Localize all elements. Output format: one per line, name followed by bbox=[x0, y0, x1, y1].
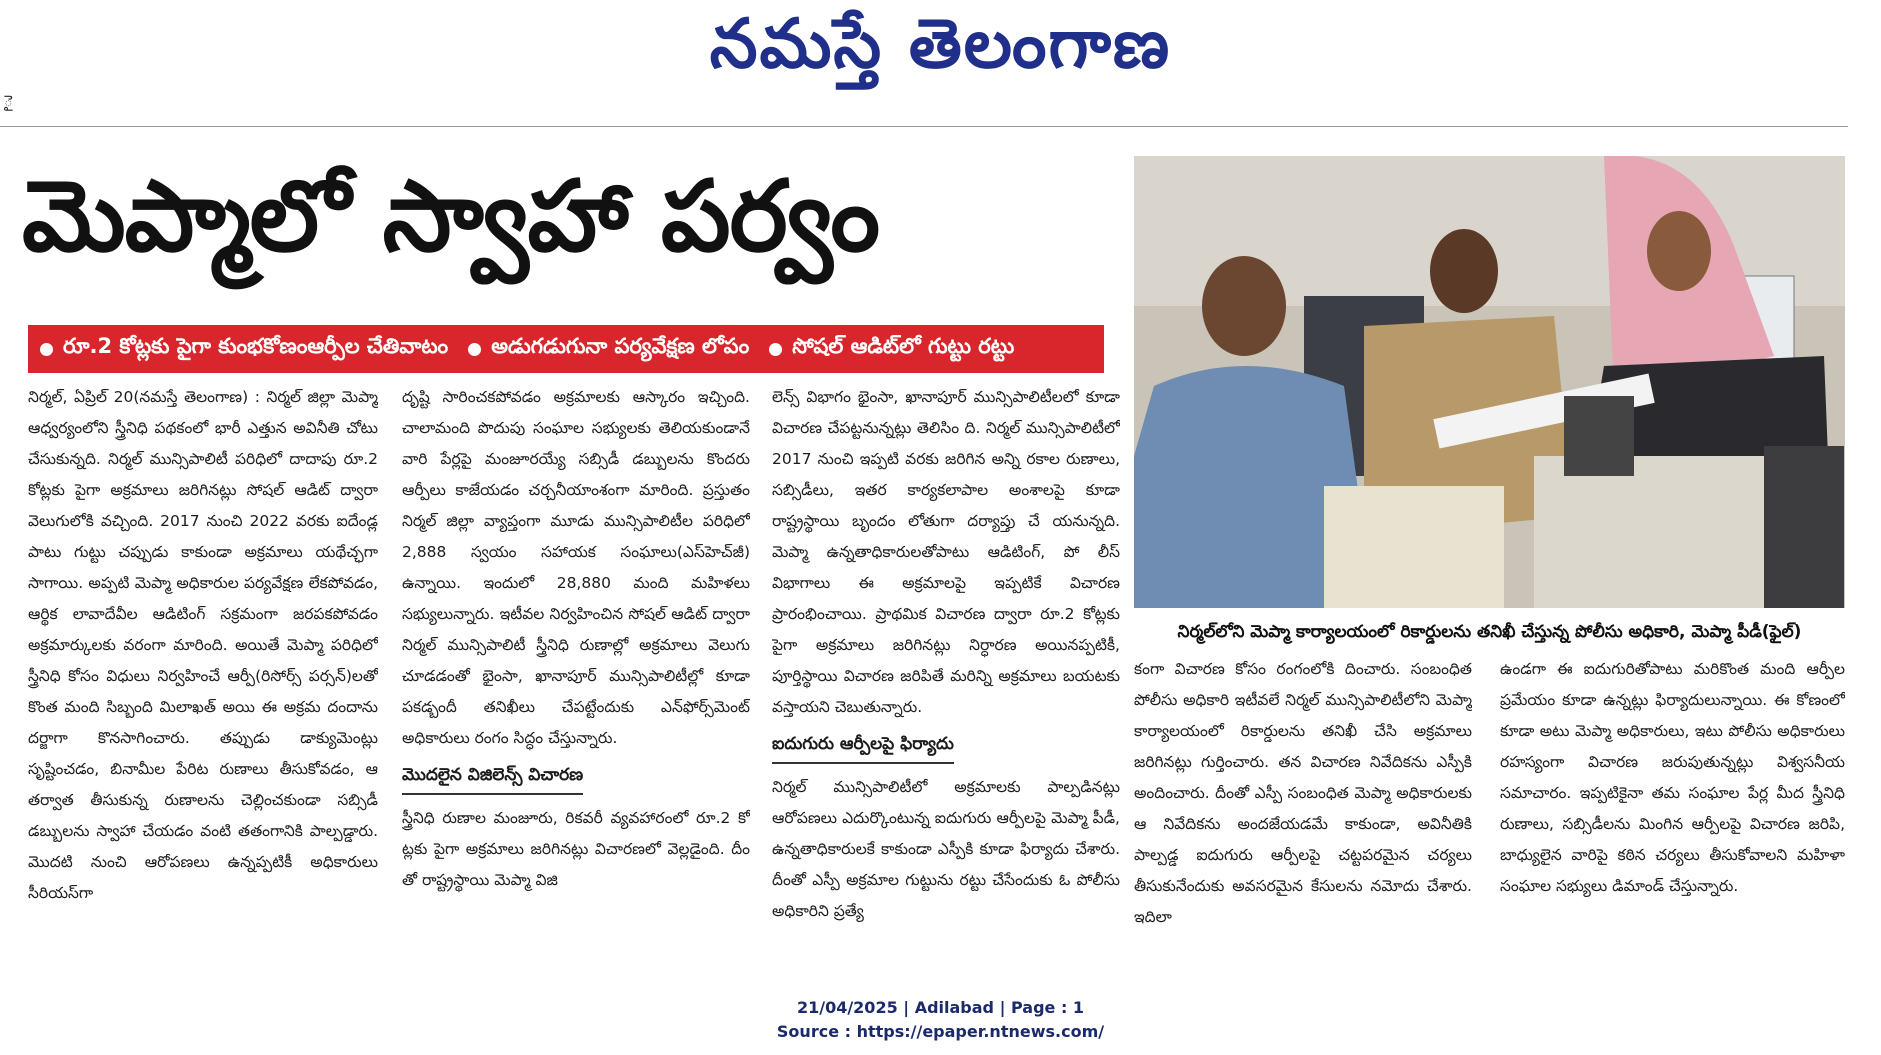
strap-point-1 bbox=[40, 334, 448, 364]
strap-text-3: సోషల్ ఆడిట్‌లో గుట్టు రట్టు bbox=[792, 334, 1015, 358]
office-inspection-photo bbox=[1134, 156, 1845, 608]
article-column-3 bbox=[772, 382, 1120, 962]
column-2-text-b: స్త్రీనిధి రుణాల మంజూరు, రికవరీ వ్యవహారంలో రూ.2 కో ట్లకు పైగా అక్రమాలు జరిగినట్లు విచారణలో వెల్లడైంది. దీం తో రాష్ట్రస్థాయి మెప్మా విజి bbox=[402, 809, 750, 889]
column-1-text: నిర్మల్, ఏప్రిల్ 20(నమస్తే తెలంగాణ) : నిర్మల్ జిల్లా మెప్మా ఆధ్వర్యంలోని స్త్రీనిధి పథకంలో భారీ ఎత్తున అవినీతి చోటు చేసుకున్నది. నిర్మల్ మున్సిపాలిటీ పరిధిలో దాదాపు రూ.2 కోట్లకు పైగా అక్రమాలు జరిగినట్లు సోషల్ ఆడిట్ ద్వారా వెలుగులోకి వచ్చింది. 2017 నుంచి 2022 వరకు ఐదేండ్ల పాటు గుట్టు చప్పుడు కాకుండా అక్రమాలు యథేచ్ఛగా సాగాయి. అప్పటి మెప్మా అధికారుల పర్యవేక్షణ లేకపోవడం, ఆర్థిక లావాదేవీల ఆడిటింగ్ సక్రమంగా జరపకపోవడం అక్రమార్కులకు వరంగా మారింది. అయితే మెప్మా పరిధిలో స్త్రీనిధి కోసం విధులు నిర్వహించే ఆర్పీ(రిసోర్స్ పర్సన్)లతో కొంత మంది సిబ్బంది మిలాఖత్ అయి ఈ అక్రమ దందాను దర్జాగా కొనసాగించారు. తప్పుడు డాక్యుమెంట్లు సృష్టించడం, బినామీల పేరిట రుణాలు తీసుకోవడం, ఆ తర్వాత తీసుకున్న రుణాలను చెల్లించకుండా సబ్సిడీ డబ్బులను స్వాహా చేయడం వంటి తతంగానికి పాల్పడ్డారు. మొదటి నుంచి ఆరోపణలు ఉన్నప్పటికీ అధికారులు సీరియస్‌గా bbox=[28, 388, 378, 902]
article-column-2 bbox=[402, 382, 750, 962]
subheading-complaint: ఐదుగురు ఆర్పీలపై ఫిర్యాదు bbox=[772, 729, 954, 764]
masthead-logo: నమస్తే తెలంగాణ bbox=[709, 4, 1172, 84]
article-column-4 bbox=[1134, 654, 1472, 964]
column-5-text: ఉండగా ఈ ఐదుగురితోపాటు మరికొంత మంది ఆర్పీల ప్రమేయం కూడా ఉన్నట్లు ఫిర్యాదులున్నాయి. ఈ కోణంలో కూడా అటు మెప్మా అధికారులు, ఇటు పోలీసు అధికారులు రహస్యంగా విచారణ జరుపుతున్నట్లు విశ్వసనీయ సమాచారం. ఇప్పటికైనా తమ సంఘాల పేర్ల మీద స్త్రీనిధి రుణాలు, సబ్సిడీలను మింగిన ఆర్పీలపై విచారణ జరిపి, బాధ్యులైన వారిపై కఠిన చర్యలు తీసుకోవాలని మహిళా సంఘాల సభ్యులు డిమాండ్ చేస్తున్నారు. bbox=[1500, 660, 1845, 895]
article-headline: మెప్మాలో స్వాహా పర్వం bbox=[22, 160, 880, 274]
strap-text-1: రూ.2 కోట్లకు పైగా కుంభకోణంఆర్పీల చేతివాటం bbox=[63, 334, 449, 358]
article-column-1 bbox=[28, 382, 378, 962]
edition-info: 21/04/2025 | Adilabad | Page : 1 bbox=[796, 998, 1085, 1017]
column-4-text: కంగా విచారణ కోసం రంగంలోకి దించారు. సంబంధిత పోలీసు అధికారి ఇటీవలే నిర్మల్ మున్సిపాలిటీలోని మెప్మా కార్యాలయంలో రికార్డులను తనిఖీ చేసి అక్రమాలు జరిగినట్లు గుర్తించారు. తన విచారణ నివేదికను ఎస్పీకి అందించారు. దీంతో ఎస్పీ సంబంధిత మెప్మా అధికారులకు ఆ నివేదికను అందజేయడమే కాకుండా, అవినీతికి పాల్పడ్డ ఐదుగురు ఆర్పీలపై చట్టపరమైన చర్యలు తీసుకునేందుకు అవసరమైన కేసులను నమోదు చేశారు. ఇదిలా bbox=[1134, 660, 1472, 926]
subheading-vigilance: మొదలైన విజిలెన్స్ విచారణ bbox=[402, 760, 583, 795]
strap-point-2 bbox=[468, 334, 749, 364]
headline-strap bbox=[28, 325, 1104, 373]
strap-point-3 bbox=[769, 334, 1014, 364]
photo-caption: నిర్మల్‌లోని మెప్మా కార్యాలయంలో రికార్డులను తనిఖీ చేస్తున్న పోలీసు అధికారి, మెప్మా పీడీ(ఫైల్) bbox=[1177, 622, 1802, 642]
strap-text-2: అడుగడుగునా పర్యవేక్షణ లోపం bbox=[491, 334, 750, 358]
column-3-text-b: నిర్మల్ మున్సిపాలిటీలో అక్రమాలకు పాల్పడినట్లు ఆరోపణలు ఎదుర్కొంటున్న ఐదుగురు ఆర్పీలపై మెప్మా పీడీ, ఉన్నతాధికారులకే కాకుండా ఎస్పీకి కూడా ఫిర్యాదు చేశారు. దీంతో ఎస్పీ అక్రమాల గుట్టును రట్టు చేసేందుకు ఓ పోలీసు అధికారిని ప్రత్యే bbox=[772, 778, 1120, 920]
article-column-5 bbox=[1500, 654, 1845, 964]
header-divider bbox=[0, 126, 1848, 127]
bullet-icon bbox=[468, 343, 481, 356]
column-3-text-a: లెన్స్ విభాగం భైంసా, ఖానాపూర్ మున్సిపాలిటీలలో కూడా విచారణ చేపట్టనున్నట్లు తెలిసిం ది. నిర్మల్ మున్సిపాలిటీలో 2017 నుంచి ఇప్పటి వరకు జరిగిన అన్ని రకాల రుణాలు, సబ్సిడీలు, ఇతర కార్యకలాపాల అంశాలపై కూడా రాష్ట్రస్థాయి బృందం లోతుగా దర్యాప్తు చే యనున్నది. మెప్మా ఉన్నతాధికారులతోపాటు ఆడిటింగ్, పో లీస్ విభాగాలు ఈ అక్రమాలపై ఇప్పటికే విచారణ ప్రారంభించాయి. ప్రాథమిక విచారణ ద్వారా రూ.2 కోట్లకు పైగా అక్రమాలు జరిగినట్లు నిర్ధారణ అయినప్పటికీ, పూర్తిస్థాయి విచారణ జరిపితే మరిన్ని అక్రమాలు బయటకు వస్తాయని చెబుతున్నారు. bbox=[772, 388, 1120, 716]
bullet-icon bbox=[769, 343, 782, 356]
page-edge-mark: ై bbox=[4, 92, 13, 110]
source-link[interactable]: Source : https://epaper.ntnews.com/ bbox=[776, 1022, 1105, 1041]
bullet-icon bbox=[40, 343, 53, 356]
column-2-text-a: దృష్టి సారించకపోవడం అక్రమాలకు ఆస్కారం ఇచ్చింది. చాలామంది పొదుపు సంఘాల సభ్యులకు తెలియకుండానే వారి పేర్లపై మంజూరయ్యే సబ్సిడీ డబ్బులను కొందరు ఆర్పీలు కాజేయడం చర్చనీయాంశంగా మారింది. ప్రస్తుతం నిర్మల్ జిల్లా వ్యాప్తంగా మూడు మున్సిపాలిటీల పరిధిలో 2,888 స్వయం సహాయక సంఘాలు(ఎస్‌హెచ్‌జీ) ఉన్నాయి. ఇందులో 28,880 మంది మహిళలు సభ్యులున్నారు. ఇటీవల నిర్వహించిన సోషల్ ఆడిట్ ద్వారా నిర్మల్ మున్సిపాలిటీ స్త్రీనిధి రుణాల్లో అక్రమాలు వెలుగు చూడడంతో భైంసా, ఖానాపూర్ మున్సిపాలిటీల్లో కూడా పకడ్బందీ తనిఖీలు చేపట్టేందుకు ఎన్‌ఫోర్స్‌మెంట్ అధికారులు రంగం సిద్ధం చేస్తున్నారు. bbox=[402, 388, 750, 747]
article-photo bbox=[1134, 156, 1845, 608]
